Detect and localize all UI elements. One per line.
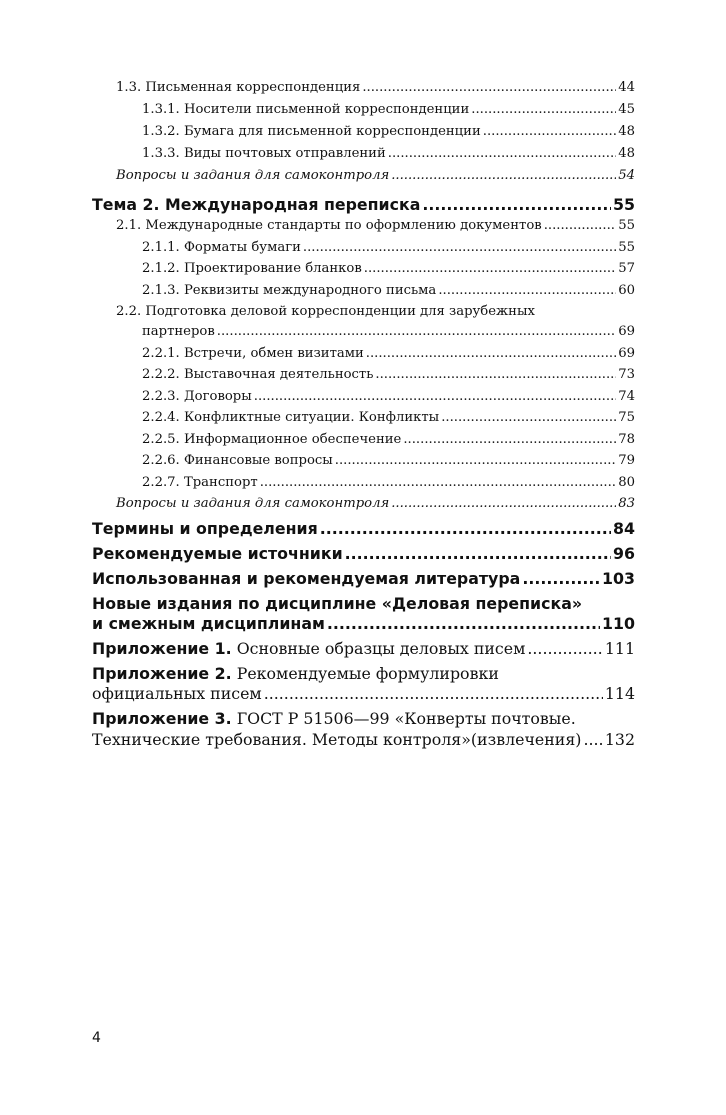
toc-entry	[142, 453, 635, 468]
dot-leader	[264, 684, 603, 703]
toc-entry-title-cont: Технические требования. Методы контроля»(извлечения)	[92, 730, 582, 749]
toc-entry-title: 2.2.1. Встречи, обмен визитами	[142, 346, 364, 361]
toc-entry-page: 55	[613, 195, 635, 214]
toc-entry-title-group	[92, 664, 499, 683]
toc-entry-title: 2.2.6. Финансовые вопросы	[142, 453, 333, 468]
toc-entry-title-group	[92, 709, 576, 728]
dot-leader	[403, 432, 616, 447]
toc-entry	[116, 496, 635, 511]
toc-entry-title: 2.2. Подготовка деловой корреспонденции для зарубежных	[116, 304, 535, 319]
toc-entry	[116, 218, 635, 233]
dot-leader	[366, 346, 616, 361]
toc-entry-page: 78	[618, 432, 635, 447]
toc-entry-title: Вопросы и задания для самоконтроля	[116, 496, 390, 511]
toc-entry	[92, 730, 635, 749]
toc-entry	[142, 146, 635, 161]
dot-leader	[483, 124, 616, 139]
dot-leader	[254, 389, 616, 404]
toc-entry	[142, 324, 635, 339]
dot-leader	[522, 569, 600, 588]
toc-entry	[142, 475, 635, 490]
dot-leader	[438, 283, 616, 298]
toc-entry-page: 48	[618, 124, 635, 139]
toc-entry-title-group	[92, 639, 525, 658]
toc-entry	[116, 168, 635, 183]
dot-leader	[362, 80, 616, 95]
toc-entry	[92, 684, 635, 703]
toc-entry	[92, 544, 635, 563]
toc-entry-page: 80	[618, 475, 635, 490]
toc-entry	[92, 519, 635, 538]
dot-leader	[364, 261, 616, 276]
dot-leader	[335, 453, 616, 468]
toc-entry	[142, 240, 635, 255]
toc-entry	[142, 102, 635, 117]
toc-entry-title: Использованная и рекомендуемая литература	[92, 569, 521, 588]
toc-entry-page: 73	[618, 367, 635, 382]
dot-leader	[327, 614, 600, 633]
toc-entry	[92, 195, 635, 214]
toc-entry-title: 2.1.1. Форматы бумаги	[142, 240, 301, 255]
page-number: 4	[92, 1030, 101, 1046]
toc-entry-page: 114	[604, 684, 635, 703]
toc-entry-page: 84	[613, 519, 635, 538]
dot-leader	[544, 218, 617, 233]
toc-entry-page: 69	[618, 324, 635, 339]
toc-entry-page: 103	[602, 569, 635, 588]
appendix-label: Приложение 3.	[92, 709, 232, 728]
toc-entry	[142, 432, 635, 447]
toc-entry-title: 2.1.3. Реквизиты международного письма	[142, 283, 437, 298]
toc-entry-title-cont: официальных писем	[92, 684, 262, 703]
dot-leader	[441, 410, 616, 425]
toc-entry-title: Основные образцы деловых писем	[236, 639, 526, 658]
toc-entry-title: Новые издания по дисциплине «Деловая переписка»	[92, 594, 583, 613]
toc-entry-page: 74	[618, 389, 635, 404]
dot-leader	[391, 168, 616, 183]
dot-leader	[260, 475, 617, 490]
toc-entry	[142, 367, 635, 382]
dot-leader	[422, 195, 611, 214]
toc-entry-title: 2.2.4. Конфликтные ситуации. Конфликты	[142, 410, 440, 425]
toc-entry-title: 2.2.5. Информационное обеспечение	[142, 432, 402, 447]
toc-entry-title: Вопросы и задания для самоконтроля	[116, 168, 390, 183]
toc-entry-title: 2.2.3. Договоры	[142, 389, 252, 404]
toc-entry-title: 1.3. Письменная корреспонденция	[116, 80, 361, 95]
toc-entry-title: Рекомендуемые источники	[92, 544, 343, 563]
toc-entry-page: 48	[618, 146, 635, 161]
toc-entry-title: ГОСТ Р 51506—99 «Конверты почтовые.	[236, 709, 576, 728]
toc-entry-page: 60	[618, 283, 635, 298]
toc-entry	[142, 283, 635, 298]
toc-entry	[142, 410, 635, 425]
dot-leader	[345, 544, 611, 563]
toc-entry-title: 2.2.2. Выставочная деятельность	[142, 367, 374, 382]
toc-entry-title-cont: и смежным дисциплинам	[92, 614, 325, 633]
toc-entry-title: 1.3.3. Виды почтовых отправлений	[142, 146, 386, 161]
toc-entry-title: 2.1. Международные стандарты по оформлению документов	[116, 218, 542, 233]
appendix-label: Приложение 1.	[92, 639, 232, 658]
toc-entry	[142, 124, 635, 139]
toc-entry-title: 1.3.2. Бумага для письменной корреспонденции	[142, 124, 481, 139]
dot-leader	[217, 324, 616, 339]
toc-entry-page: 54	[618, 168, 635, 183]
toc-entry-title: Рекомендуемые формулировки	[236, 664, 499, 683]
dot-leader	[375, 367, 616, 382]
toc-entry-page: 44	[618, 80, 635, 95]
toc-entry-page: 83	[618, 496, 635, 511]
toc-entry-page: 69	[618, 346, 635, 361]
dot-leader	[527, 639, 602, 658]
toc-entry-page: 55	[618, 218, 635, 233]
toc-entry-page: 45	[618, 102, 635, 117]
toc-entry-page: 110	[602, 614, 635, 633]
dot-leader	[303, 240, 616, 255]
toc-entry	[116, 80, 635, 95]
toc-entry-title: Термины и определения	[92, 519, 318, 538]
toc-entry-title: 1.3.1. Носители письменной корреспонденции	[142, 102, 470, 117]
toc-entry-page: 57	[618, 261, 635, 276]
toc-entry	[92, 614, 635, 633]
dot-leader	[388, 146, 616, 161]
toc-entry-title: 2.1.2. Проектирование бланков	[142, 261, 362, 276]
toc-entry-title: 2.2.7. Транспорт	[142, 475, 258, 490]
toc-entry-page: 111	[604, 639, 635, 658]
toc-entry	[142, 389, 635, 404]
dot-leader	[391, 496, 616, 511]
toc-entry-page: 55	[618, 240, 635, 255]
appendix-label: Приложение 2.	[92, 664, 232, 683]
toc-entry-title-cont: партнеров	[142, 324, 215, 339]
dot-leader	[320, 519, 611, 538]
toc-entry	[142, 261, 635, 276]
toc-entry-title: Тема 2. Международная переписка	[92, 195, 421, 214]
toc-entry	[142, 346, 635, 361]
toc-entry	[92, 639, 635, 658]
toc-entry-page: 132	[604, 730, 635, 749]
toc-entry-page: 75	[618, 410, 635, 425]
dot-leader	[471, 102, 616, 117]
toc-entry-page: 96	[613, 544, 635, 563]
toc-entry	[92, 569, 635, 588]
dot-leader	[583, 730, 602, 749]
toc-entry-page: 79	[618, 453, 635, 468]
